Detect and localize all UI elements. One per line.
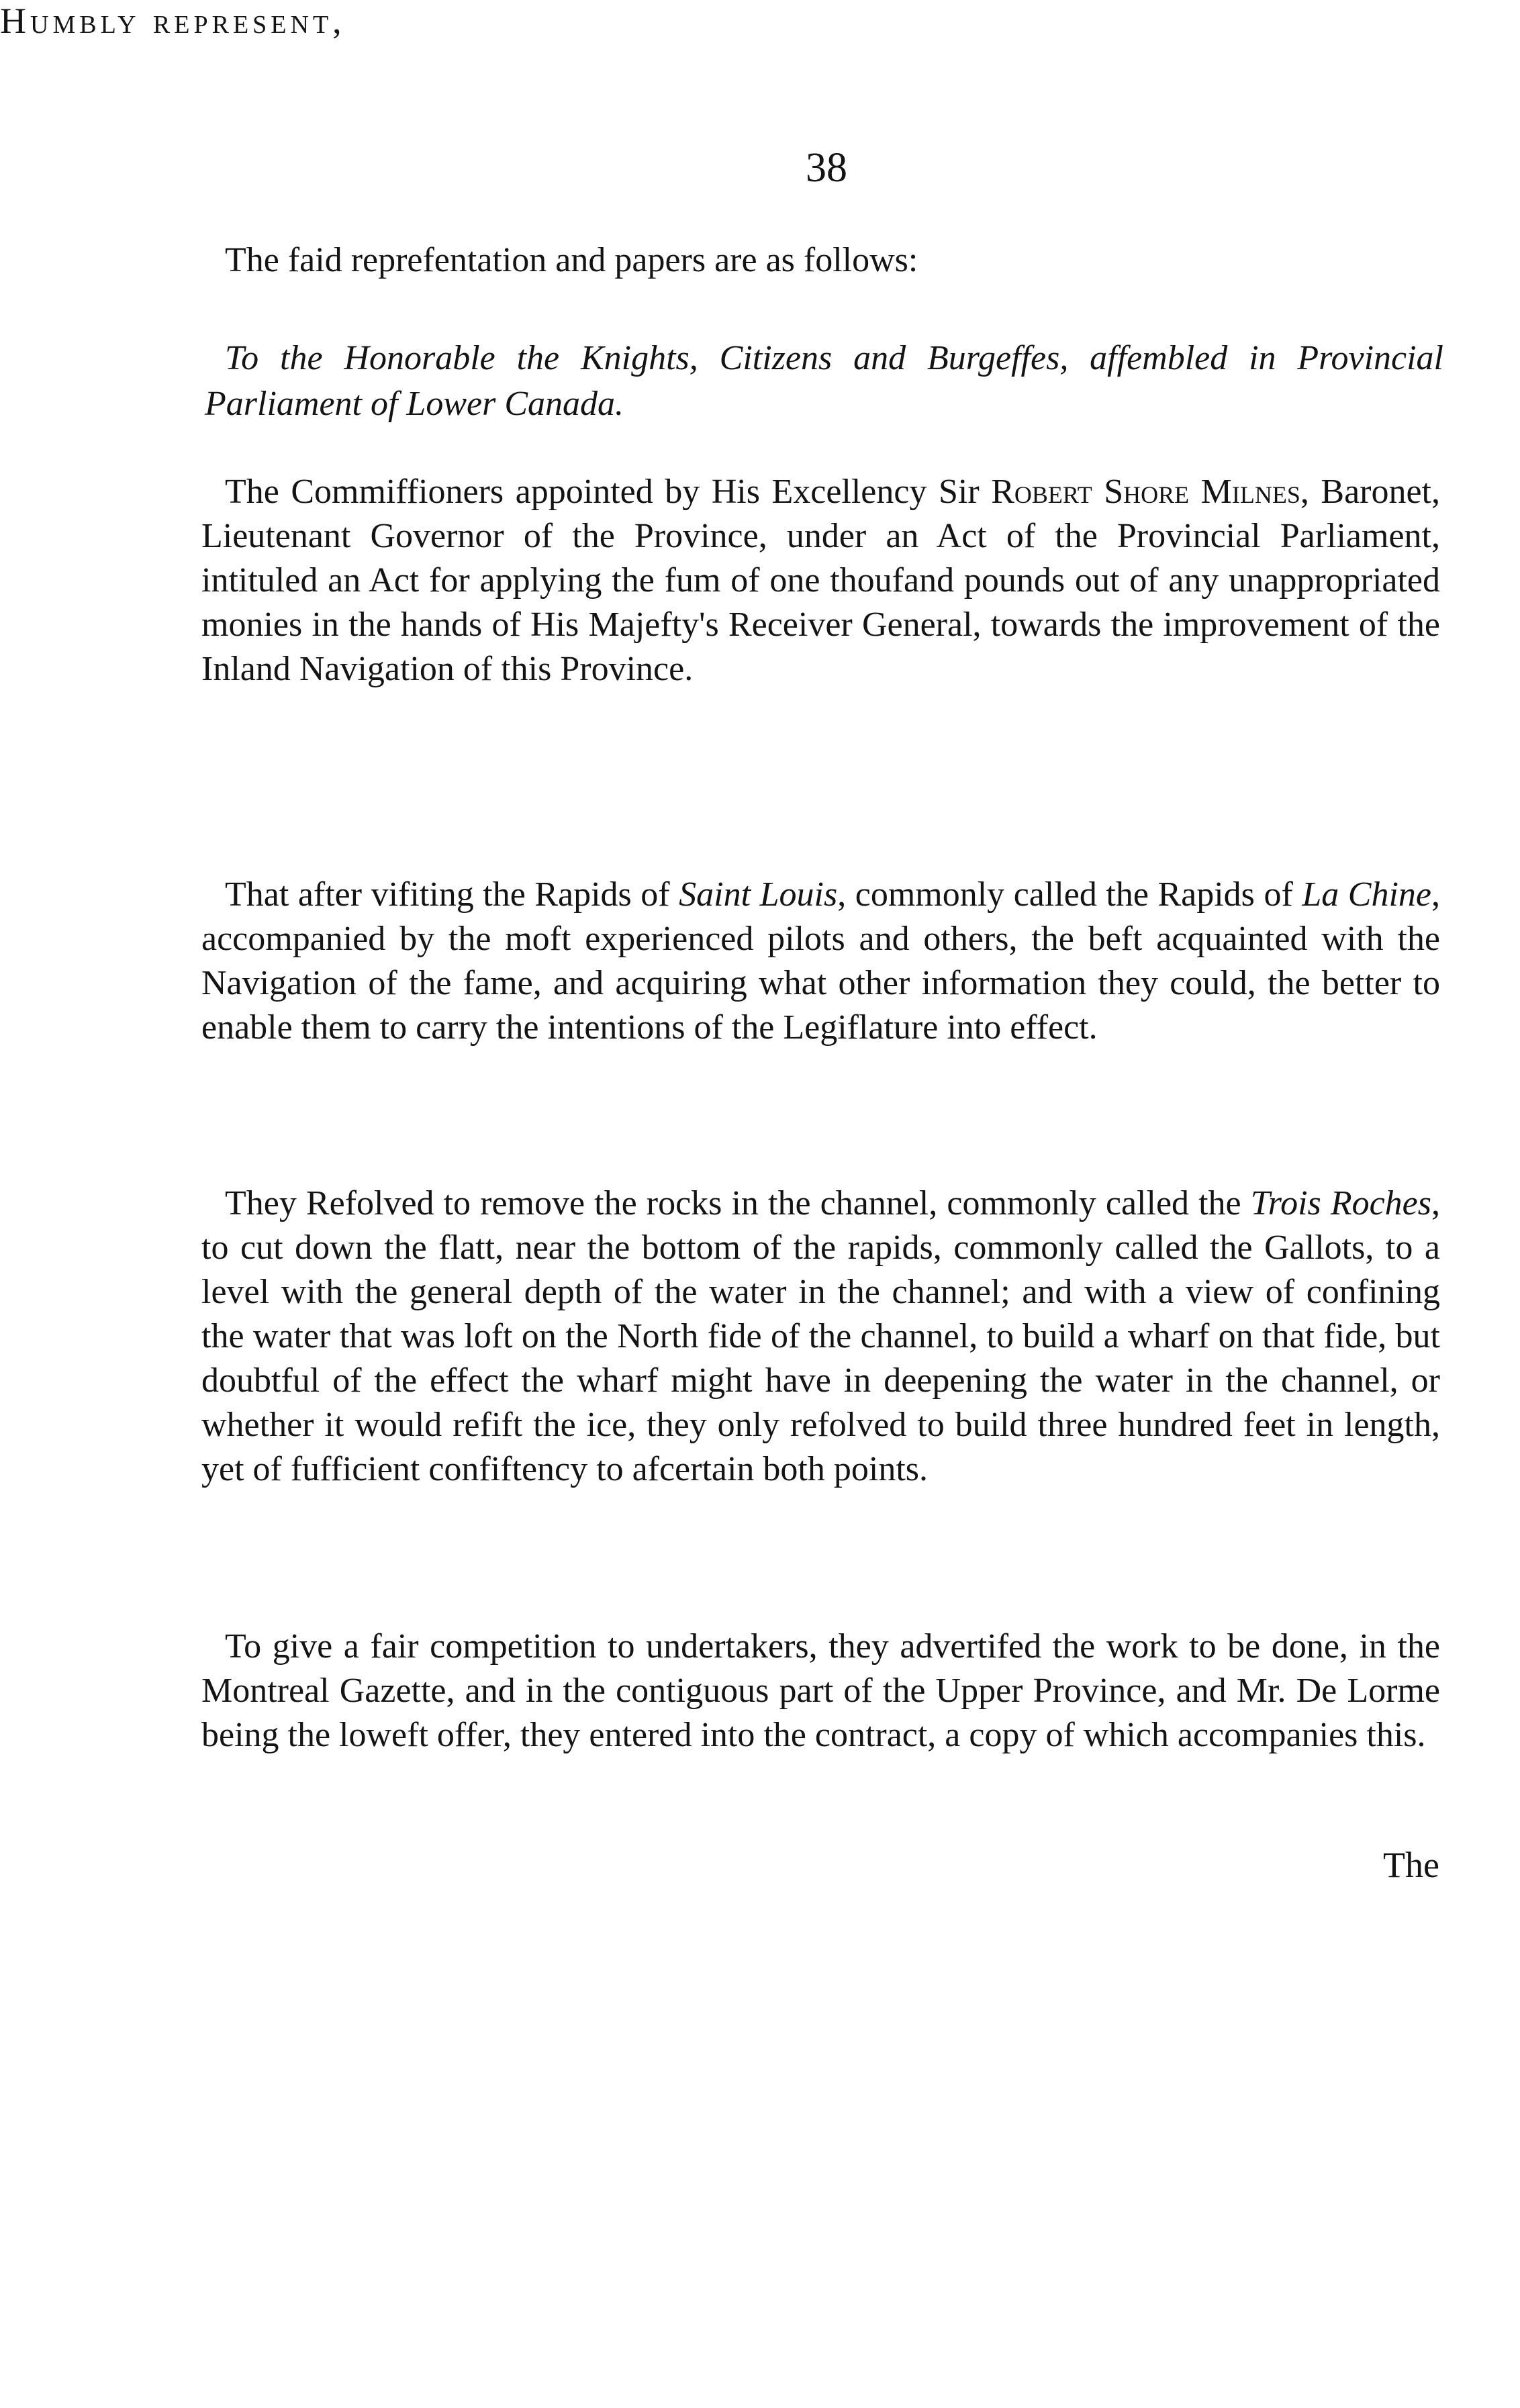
- paragraph-resolved-part-1: They Refolved to remove the rocks in the channel, commonly called the: [225, 1184, 1251, 1222]
- page-number: 38: [806, 145, 847, 191]
- paragraph-resolved-part-2: , to cut down the flatt, near the bottom of the rapids, commonly called the Gallots, to a level with the general depth of the water in the channel; and with a view of confining the water that was loft on the North fide of the channel, to build a wharf on that fide, but doubtful of the effect the wharf might have in deepening the water in the channel, or whether it would refift the ice, they only refolved to build three hundred feet in length, yet of fufficient confiftency to afcertain both points.: [201, 1184, 1441, 1488]
- paragraph-rapids-part-3: , accompanied by the moft experienced pilots and others, the beft acquainted with the Navigation of the fame, and acquiring what other information they could, the better to enable them to carry the intentions of the Legiflature into effect.: [201, 875, 1440, 1047]
- intro-line: The faid reprefentation and papers are as follows:: [225, 241, 918, 279]
- governor-name: Robert Shore Milnes: [991, 473, 1300, 511]
- humbly-represent-heading: Humbly represent,: [0, 1, 346, 41]
- paragraph-resolved: [201, 1182, 1440, 1492]
- address-heading: To the Honorable the Knights, Citizens and Burgeffes, affembled in Provincial Parliament of Lower Canada.: [205, 339, 1443, 423]
- paragraph-competition: To give a fair competition to undertakers, they advertifed the work to be done, in the Montreal Gazette, and in the contiguous part of the Upper Province, and Mr. De Lorme being the loweft offer, they entered into the contract, a copy of which accompanies this.: [201, 1627, 1440, 1754]
- place-trois-roches: Trois Roches: [1250, 1184, 1432, 1222]
- paragraph-rapids: [201, 873, 1440, 1050]
- paragraph-commissioners: [201, 470, 1440, 691]
- paragraph-rapids-part-1: That after vifiting the Rapids of: [225, 875, 679, 914]
- paragraph-commissioners-start: The Commiffioners appointed by His Excellency Sir: [225, 473, 992, 511]
- place-saint-louis: Saint Louis: [679, 875, 838, 914]
- paragraph-rapids-part-2: , commonly called the Rapids of: [837, 875, 1302, 914]
- paragraph-commissioners-rest: , Baronet, Lieutenant Governor of the Province, under an Act of the Provincial Parliament, intituled an Act for applying the fum of one thoufand pounds out of any unappropriated monies in the hands of His Majefty's Receiver General, towards the improvement of the Inland Navigation of this Province.: [201, 473, 1441, 688]
- place-la-chine: La Chine: [1302, 875, 1431, 914]
- catchword: The: [1383, 1845, 1439, 1885]
